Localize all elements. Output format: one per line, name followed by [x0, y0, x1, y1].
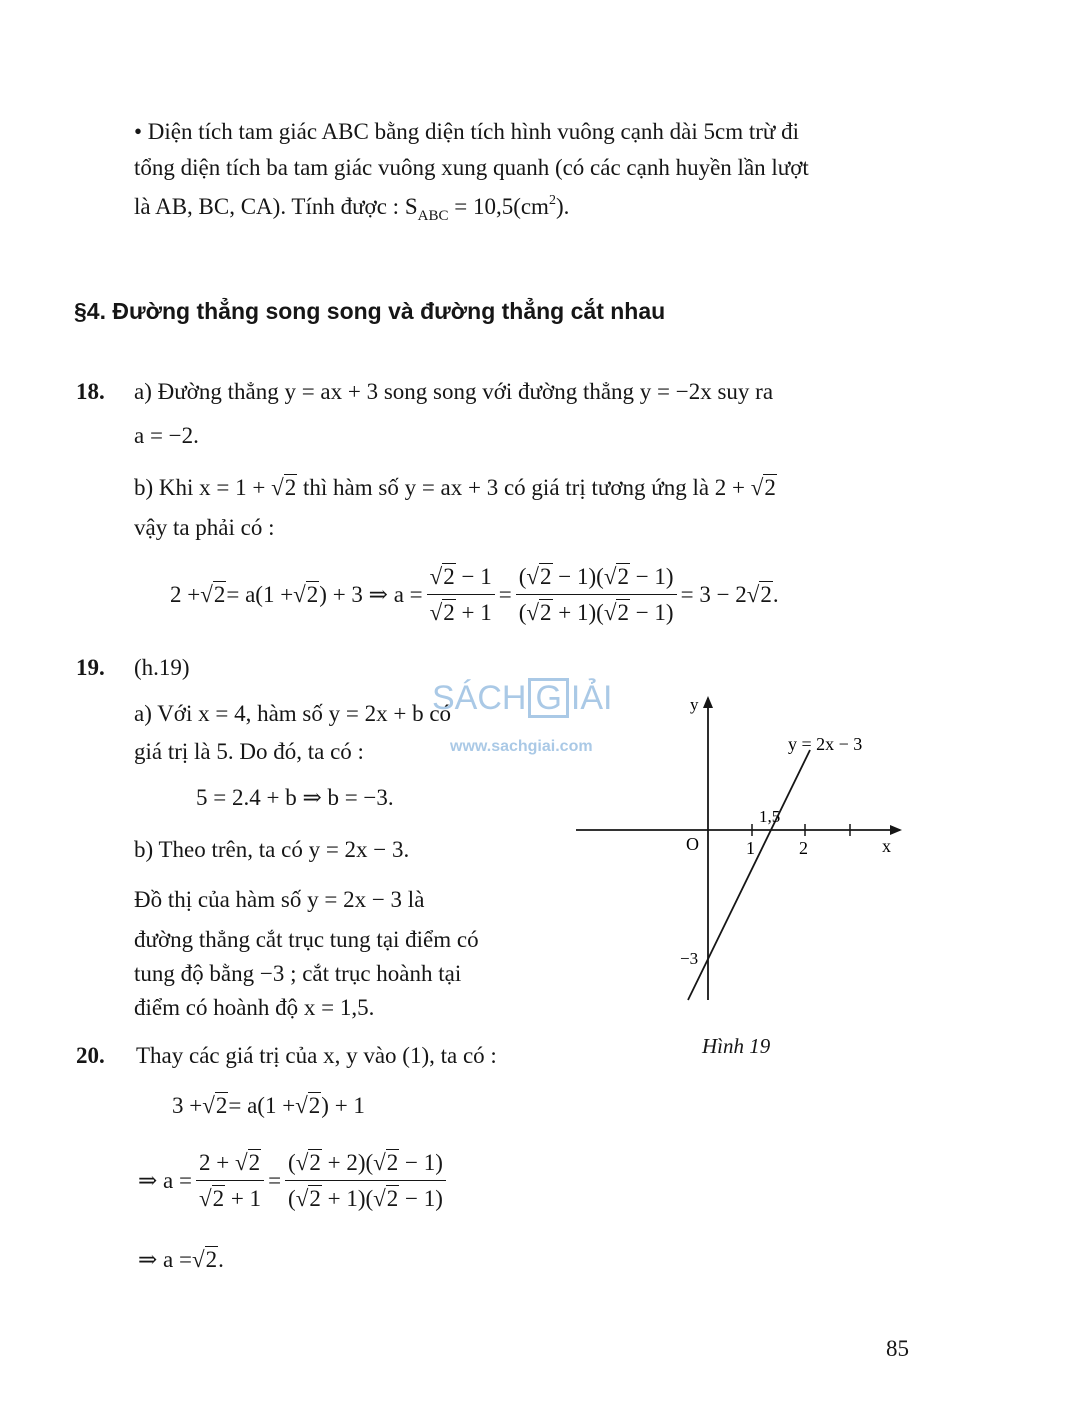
- x-axis-label: x: [882, 836, 891, 856]
- exercise-19-paragraph-line-2: đường thẳng cắt trục tung tại điểm có: [134, 927, 479, 952]
- y-intercept-label: −3: [680, 949, 699, 968]
- x-axis-arrow: [890, 825, 902, 835]
- figure-19-graph: [560, 690, 920, 1010]
- origin-label: O: [686, 834, 699, 854]
- y-axis-label: y: [690, 695, 699, 714]
- exercise-19-a-equation: 5 = 2.4 + b ⇒ b = −3.: [196, 785, 394, 810]
- fraction-4: $\frac{(√2 + 2)(√2 - 1)}{(√2 + 1)(√2 - 1)}$: [285, 1150, 446, 1212]
- sqrt-radical: √2: [271, 475, 297, 500]
- exercise-18-number: 18.: [76, 379, 105, 404]
- exercise-19-b-line-1: b) Theo trên, ta có y = 2x − 3.: [134, 837, 410, 862]
- watermark-logo: SÁCH G IẢI: [432, 679, 613, 717]
- exercise-20-equation-1: 3 + √2 = a(1 + √2 ) + 1: [172, 1093, 365, 1118]
- exercise-20-line-1: Thay các giá trị của x, y vào (1), ta có :: [136, 1043, 497, 1068]
- exercise-20-equation-2: ⇒ a = $\frac{2 + √2}{√2 + 1}$ = $\frac{(√2 + 2)(√2 - 1)}{(√2 + 1)(√2 - 1)}$: [138, 1146, 450, 1216]
- exercise-19-paragraph-line-3: tung độ bằng −3 ; cắt trục hoành tại: [134, 961, 462, 986]
- exercise-19-a-line-2: giá trị là 5. Do đó, ta có :: [134, 739, 364, 764]
- intro-line-3: là AB, BC, CA). Tính được : $S_{ABC} = 10,5(cm^2)$.: [134, 193, 570, 224]
- exercise-19-paragraph-line-4: điểm có hoành độ x = 1,5.: [134, 995, 375, 1020]
- exercise-19-ref: (h.19): [134, 655, 190, 680]
- watermark-url: www.sachgiai.com: [450, 738, 593, 755]
- fraction-3: $\frac{2 + √2}{√2 + 1}$: [196, 1150, 264, 1212]
- exercise-20-equation-3: ⇒ a = √2 .: [138, 1247, 224, 1272]
- exercise-19-paragraph-line-1: Đồ thị của hàm số y = 2x − 3 là: [134, 887, 425, 912]
- y-axis-arrow: [703, 696, 713, 708]
- exercise-20-number: 20.: [76, 1043, 105, 1068]
- graph-line: [688, 750, 810, 1000]
- exercise-18-a-line-1: a) Đường thẳng y = ax + 3 song song với đường thẳng y = −2x suy ra: [134, 379, 774, 404]
- line-equation-label: y = 2x − 3: [788, 734, 863, 754]
- exercise-18-b-line-1: b) Khi x = 1 + √2 thì hàm số y = ax + 3 có giá trị tương ứng là 2 + √2: [134, 475, 776, 500]
- fraction-1: $\frac{√2 - 1}{√2 + 1}$: [427, 564, 495, 626]
- x-intercept-label: 1,5: [759, 807, 781, 826]
- exercise-18-equation: 2 + √2 = a(1 + √2 ) + 3 ⇒ a = $\frac{√2 - 1}{√2 + 1}$ = $\frac{(√2 - 1)(√2 - 1)}{(√2 + 1)(√2 - 1)}$ = 3 − 2 √2 .: [170, 564, 779, 625]
- tick-label-2: 2: [799, 838, 808, 858]
- exercise-19-a-line-1: a) Với x = 4, hàm số y = 2x + b có: [134, 701, 452, 726]
- fraction-2: $\frac{(√2 - 1)(√2 - 1)}{(√2 + 1)(√2 - 1)}$: [516, 564, 677, 626]
- exercise-18-a-line-2: a = −2.: [134, 423, 199, 448]
- figure-caption: Hình 19: [702, 1034, 771, 1058]
- tick-label-1: 1: [746, 838, 755, 858]
- exercise-18-b-line-2: vậy ta phải có :: [134, 515, 275, 540]
- exercise-19-number: 19.: [76, 655, 105, 680]
- section-title: §4. Đường thẳng song song và đường thẳng cắt nhau: [74, 298, 666, 324]
- intro-line-2: tổng diện tích ba tam giác vuông xung quanh (có các cạnh huyền lần lượt: [134, 155, 809, 180]
- intro-line-1: • Diện tích tam giác ABC bằng diện tích hình vuông cạnh dài 5cm trừ đi: [134, 119, 800, 144]
- page-number: 85: [886, 1336, 909, 1361]
